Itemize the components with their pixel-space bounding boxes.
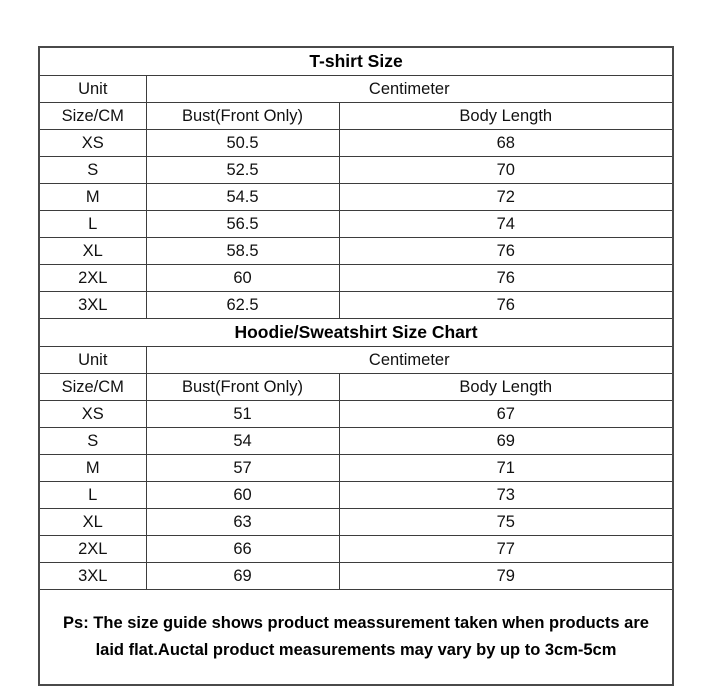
body-length-cell: 76	[339, 265, 673, 292]
size-cell: 3XL	[39, 563, 146, 590]
table-row	[39, 509, 673, 536]
body-length-cell: 69	[339, 428, 673, 455]
body-length-cell: 67	[339, 401, 673, 428]
tshirt-col-header-size: Size/CM	[39, 103, 146, 130]
hoodie-table-title: Hoodie/Sweatshirt Size Chart	[39, 319, 673, 347]
hoodie-unit-label: Unit	[39, 347, 146, 374]
table-row	[39, 536, 673, 563]
tshirt-unit-label: Unit	[39, 76, 146, 103]
bust-cell: 58.5	[146, 238, 339, 265]
hoodie-header-row	[39, 374, 673, 401]
bust-cell: 56.5	[146, 211, 339, 238]
body-length-cell: 77	[339, 536, 673, 563]
body-length-cell: 68	[339, 130, 673, 157]
bust-cell: 54	[146, 428, 339, 455]
size-cell: M	[39, 455, 146, 482]
size-cell: L	[39, 482, 146, 509]
body-length-cell: 76	[339, 292, 673, 319]
body-length-cell: 76	[339, 238, 673, 265]
tshirt-col-header-body-length: Body Length	[339, 103, 673, 130]
tshirt-table-title: T-shirt Size	[39, 47, 673, 76]
size-cell: M	[39, 184, 146, 211]
size-cell: 2XL	[39, 536, 146, 563]
measurement-note-line-1: Ps: The size guide shows product meassurement taken when products are	[63, 614, 649, 632]
table-row	[39, 211, 673, 238]
body-length-cell: 79	[339, 563, 673, 590]
bust-cell: 69	[146, 563, 339, 590]
bust-cell: 62.5	[146, 292, 339, 319]
table-row	[39, 238, 673, 265]
size-cell: S	[39, 428, 146, 455]
size-cell: 2XL	[39, 265, 146, 292]
body-length-cell: 72	[339, 184, 673, 211]
bust-cell: 66	[146, 536, 339, 563]
tshirt-header-row	[39, 103, 673, 130]
body-length-cell: 74	[339, 211, 673, 238]
table-row	[39, 428, 673, 455]
measurement-note-line-2: laid flat.Auctal product measurements may vary by up to 3cm-5cm	[95, 641, 617, 659]
bust-cell: 60	[146, 482, 339, 509]
measurement-note	[39, 590, 673, 686]
body-length-cell: 70	[339, 157, 673, 184]
hoodie-unit-row	[39, 347, 673, 374]
tshirt-unit-value: Centimeter	[146, 76, 673, 103]
table-row	[39, 292, 673, 319]
bust-cell: 51	[146, 401, 339, 428]
table-row	[39, 482, 673, 509]
hoodie-col-header-body-length: Body Length	[339, 374, 673, 401]
body-length-cell: 75	[339, 509, 673, 536]
hoodie-col-header-size: Size/CM	[39, 374, 146, 401]
size-cell: S	[39, 157, 146, 184]
size-cell: XS	[39, 401, 146, 428]
table-row	[39, 401, 673, 428]
tshirt-title-row	[39, 47, 673, 76]
bust-cell: 50.5	[146, 130, 339, 157]
table-row	[39, 563, 673, 590]
note-row	[39, 590, 673, 686]
table-row	[39, 265, 673, 292]
size-cell: 3XL	[39, 292, 146, 319]
bust-cell: 60	[146, 265, 339, 292]
body-length-cell: 73	[339, 482, 673, 509]
size-cell: L	[39, 211, 146, 238]
table-row	[39, 184, 673, 211]
size-cell: XS	[39, 130, 146, 157]
bust-cell: 63	[146, 509, 339, 536]
bust-cell: 57	[146, 455, 339, 482]
hoodie-col-header-bust: Bust(Front Only)	[146, 374, 339, 401]
tshirt-col-header-bust: Bust(Front Only)	[146, 103, 339, 130]
size-chart-table	[38, 46, 674, 686]
hoodie-unit-value: Centimeter	[146, 347, 673, 374]
bust-cell: 52.5	[146, 157, 339, 184]
hoodie-title-row	[39, 319, 673, 347]
size-cell: XL	[39, 509, 146, 536]
table-row	[39, 157, 673, 184]
table-row	[39, 130, 673, 157]
size-cell: XL	[39, 238, 146, 265]
table-row	[39, 455, 673, 482]
bust-cell: 54.5	[146, 184, 339, 211]
body-length-cell: 71	[339, 455, 673, 482]
tshirt-unit-row	[39, 76, 673, 103]
